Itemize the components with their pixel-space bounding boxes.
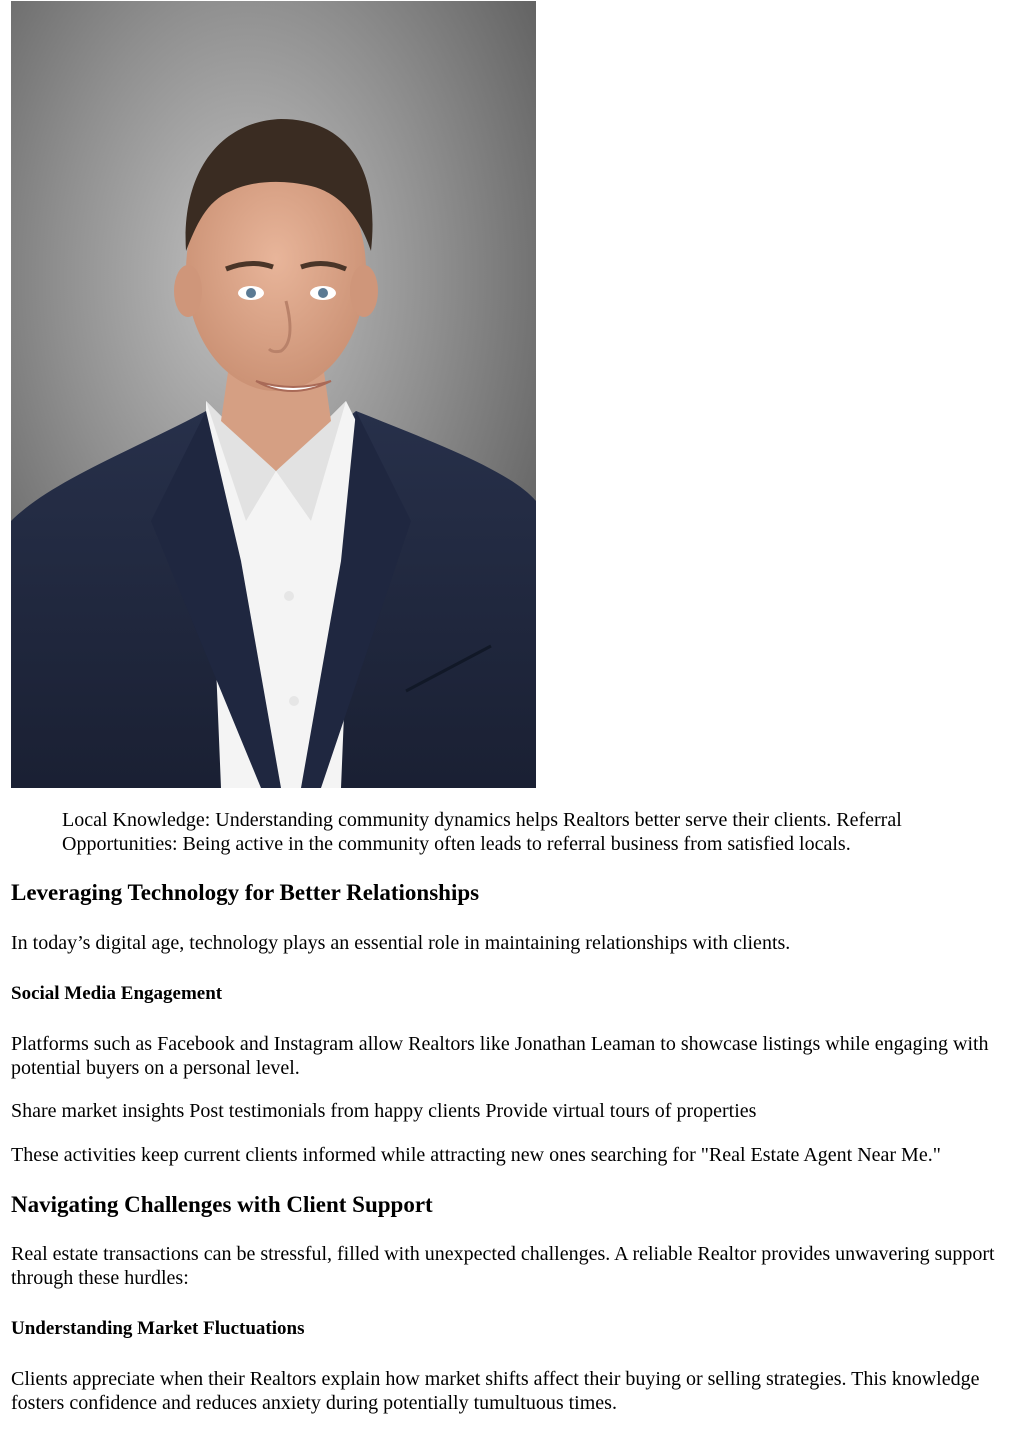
section-intro-challenges: Real estate transactions can be stressful, filled with unexpected challenges. A reliable Realtor provides unwavering support through these hurdles: — [11, 1243, 995, 1289]
paragraph-market-shifts: Clients appreciate when their Realtors explain how market shifts affect their buying or selling strategies. This knowledge fosters confidence and reduces anxiety during potentially tumultuous times. — [11, 1368, 980, 1414]
portrait-image — [11, 1, 536, 788]
section-heading-technology: Leveraging Technology for Better Relationships — [11, 880, 480, 905]
section-intro-technology: In today’s digital age, technology plays an essential role in maintaining relationships with clients. — [11, 932, 791, 954]
intro-quote: Local Knowledge: Understanding community dynamics helps Realtors better serve their clients. Referral Opportunities: Being active in the community often leads to referral business from satisfied locals. — [62, 809, 902, 855]
section-heading-challenges: Navigating Challenges with Client Support — [11, 1192, 433, 1217]
paragraph-activities-list: Share market insights Post testimonials from happy clients Provide virtual tours of properties — [11, 1100, 757, 1122]
paragraph-platforms: Platforms such as Facebook and Instagram allow Realtors like Jonathan Leaman to showcase listings while engaging with potential buyers on a personal level. — [11, 1033, 989, 1079]
subheading-social-media: Social Media Engagement — [11, 983, 223, 1004]
subheading-market-fluctuations: Understanding Market Fluctuations — [11, 1318, 305, 1339]
portrait-illustration — [11, 1, 536, 788]
paragraph-activities-summary: These activities keep current clients informed while attracting new ones searching for "Real Estate Agent Near Me." — [11, 1144, 941, 1166]
